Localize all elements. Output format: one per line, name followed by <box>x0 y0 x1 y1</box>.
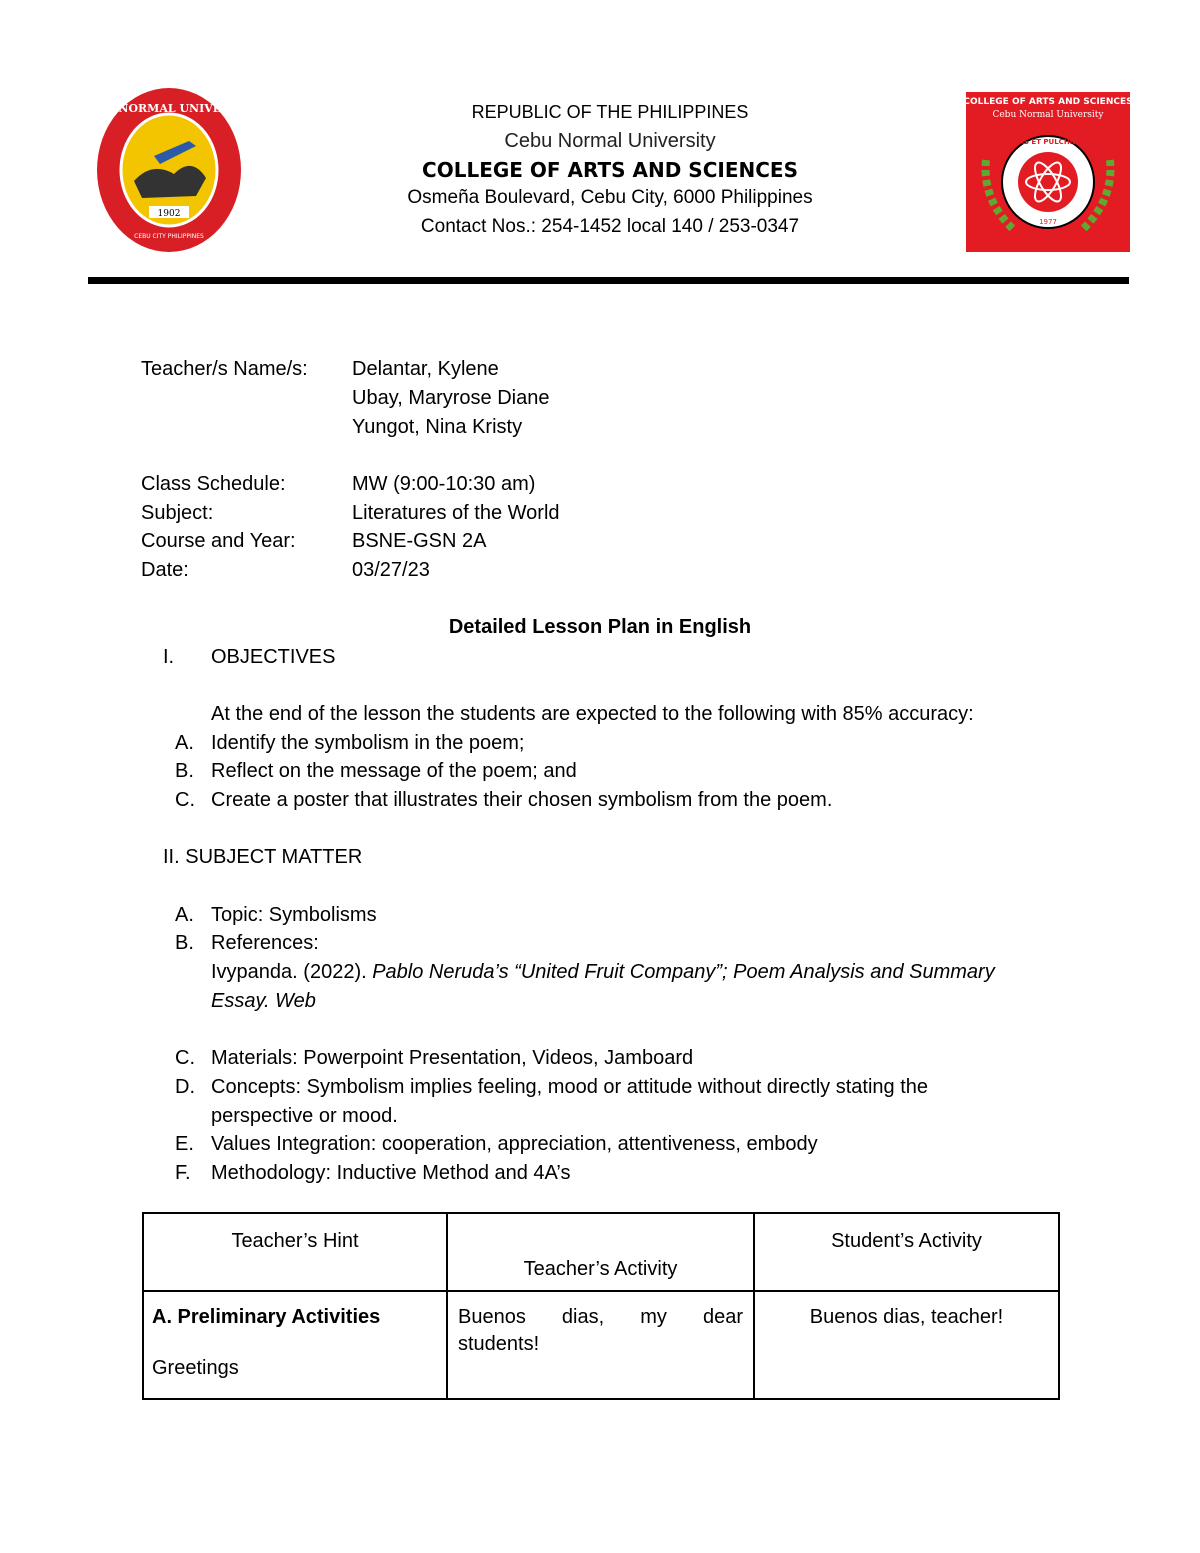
table-cell <box>754 1291 1059 1399</box>
reference-title: Pablo Neruda’s “United Fruit Company”; Poem Analysis and Summary <box>372 961 995 983</box>
list-marker: C. <box>175 1047 195 1069</box>
list-marker: C. <box>175 789 195 811</box>
address: Osmeña Boulevard, Cebu City, 6000 Philippines <box>407 187 813 208</box>
university-name: Cebu Normal University <box>504 130 716 152</box>
column-header-hint: Teacher’s Hint <box>231 1230 359 1252</box>
teacher-name: Yungot, Nina Kristy <box>352 416 523 438</box>
objective-item: Identify the symbolism in the poem; <box>211 732 525 754</box>
subject-label: Subject: <box>141 502 214 524</box>
svg-text:VERITAS ET PULCHRITUDO: VERITAS ET PULCHRITUDO <box>996 138 1100 146</box>
reference-title-continued: Essay. Web <box>211 990 316 1012</box>
subject-item: Values Integration: cooperation, appreciation, attentiveness, embody <box>211 1133 818 1155</box>
subject-value: Literatures of the World <box>352 502 560 524</box>
reference-author: Ivypanda. (2022). <box>211 961 367 983</box>
course-value: BSNE-GSN 2A <box>352 530 487 552</box>
header-cell <box>447 1213 754 1291</box>
svg-text:CEBU NORMAL UNIVERSITY: CEBU NORMAL UNIVERSITY <box>78 102 260 115</box>
college-of-arts-and-sciences-seal <box>964 90 1132 252</box>
lesson-plan-table <box>142 1212 1060 1400</box>
column-header-teacher: Teacher’s Activity <box>523 1258 678 1280</box>
header-cell <box>143 1213 447 1291</box>
teacher-word: dias, <box>561 1306 605 1328</box>
student-activity: Buenos dias, teacher! <box>809 1306 1004 1328</box>
header-cell <box>754 1213 1059 1291</box>
teacher-word: Buenos <box>458 1306 526 1328</box>
topic-item: Topic: Symbolisms <box>211 904 377 926</box>
subject-item: Methodology: Inductive Method and 4A’s <box>211 1162 571 1184</box>
teacher-name: Delantar, Kylene <box>352 358 499 380</box>
svg-text:COLLEGE OF ARTS AND SCIENCES: COLLEGE OF ARTS AND SCIENCES <box>963 97 1133 107</box>
table-cell <box>143 1291 447 1399</box>
list-marker: A. <box>175 904 194 926</box>
objectives-heading: OBJECTIVES <box>211 646 336 668</box>
column-header-student: Student’s Activity <box>831 1230 982 1252</box>
svg-text:1902: 1902 <box>157 209 181 219</box>
objective-item: Create a poster that illustrates their chosen symbolism from the poem. <box>211 789 833 811</box>
teacher-line <box>458 1306 743 1329</box>
teacher-word: dear <box>702 1306 743 1328</box>
list-marker: D. <box>175 1076 195 1098</box>
objectives-intro: At the end of the lesson the students are expected to the following with 85% accuracy: <box>211 703 974 725</box>
table-cell <box>447 1291 754 1399</box>
svg-text:Cebu Normal University: Cebu Normal University <box>992 110 1104 120</box>
cebu-normal-university-seal <box>78 86 260 256</box>
section-heading: A. Preliminary Activities <box>152 1306 381 1328</box>
college-name: COLLEGE OF ARTS AND SCIENCES <box>422 158 798 182</box>
schedule-label: Class Schedule: <box>141 473 286 495</box>
teacher-name: Ubay, Maryrose Diane <box>352 387 550 409</box>
teacher-line: students! <box>458 1333 540 1355</box>
list-marker: A. <box>175 732 194 754</box>
objective-item: Reflect on the message of the poem; and <box>211 760 577 782</box>
teacher-word: my <box>640 1306 667 1328</box>
list-marker: B. <box>175 932 194 954</box>
subject-matter-heading: II. SUBJECT MATTER <box>163 846 363 868</box>
section-sub: Greetings <box>152 1357 239 1379</box>
references-label: References: <box>211 932 319 954</box>
reference-entry <box>211 958 995 986</box>
objectives-number: I. <box>163 646 175 668</box>
subject-item: Materials: Powerpoint Presentation, Videos, Jamboard <box>211 1047 694 1069</box>
plan-title: Detailed Lesson Plan in English <box>448 616 752 638</box>
contact-numbers: Contact Nos.: 254-1452 local 140 / 253-0347 <box>420 216 800 237</box>
date-value: 03/27/23 <box>352 559 430 581</box>
course-label: Course and Year: <box>141 530 296 552</box>
republic-heading: REPUBLIC OF THE PHILIPPINES <box>471 102 749 122</box>
header-divider <box>88 277 1129 284</box>
schedule-value: MW (9:00-10:30 am) <box>352 473 536 495</box>
svg-text:1977: 1977 <box>1039 218 1057 226</box>
teachers-label: Teacher/s Name/s: <box>141 358 308 380</box>
svg-text:CEBU CITY PHILIPPINES: CEBU CITY PHILIPPINES <box>134 233 204 240</box>
list-marker: F. <box>175 1162 191 1184</box>
date-label: Date: <box>141 559 189 581</box>
list-marker: B. <box>175 760 194 782</box>
list-marker: E. <box>175 1133 194 1155</box>
subject-item: Concepts: Symbolism implies feeling, mood or attitude without directly stating the <box>211 1076 929 1098</box>
subject-item-continued: perspective or mood. <box>211 1105 398 1127</box>
